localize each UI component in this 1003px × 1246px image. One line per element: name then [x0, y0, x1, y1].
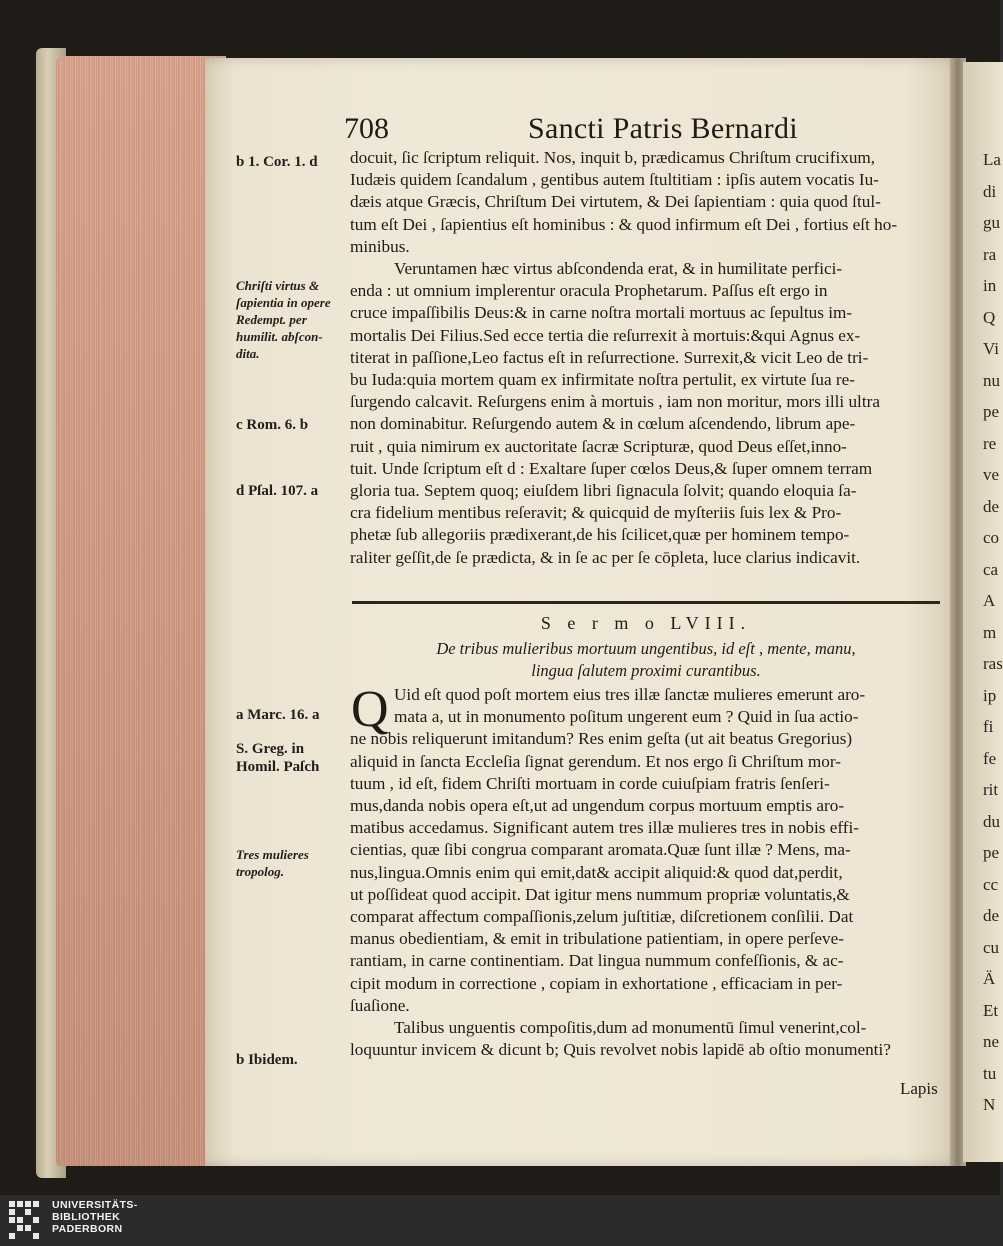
body-text-bottom: [350, 681, 942, 1061]
text-line: rantiam, in carne continentiam. Dat lingua nummum confeſſionis, & ac-: [350, 951, 844, 971]
text-line: phetæ ſub allegoriis prædixerant,de his ſcilicet,quæ per hominem tempo-: [350, 525, 850, 545]
logo-square: [33, 1201, 39, 1207]
text-line: Veruntamen hæc virtus abſcondenda erat, & in humilitate perfici-: [394, 259, 843, 279]
right-page-fragment: pe: [983, 402, 1000, 421]
margin-note: Chriſti virtus & ſapientia in opere Redempt. per humilit. abſcon- dita.: [236, 278, 331, 361]
footer-line: UNIVERSITÄTS-: [52, 1199, 138, 1211]
logo-square: [9, 1209, 15, 1215]
text-line: bu Iuda:quia mortem quam ex infirmitate noſtra pertulit, ex virtute ſua re-: [350, 370, 855, 390]
logo-square: [17, 1201, 23, 1207]
text-line: cipit modum in correctione , copiam in exhortatione , efficaciam in per-: [350, 973, 843, 993]
text-line: mata a, ut in monumento poſitum ungerent eum ? Quid in ſua actio-: [394, 707, 859, 727]
catchword: Lapis: [900, 1079, 938, 1098]
page-edges: [56, 56, 226, 1166]
logo-square: [25, 1225, 31, 1231]
logo-square: [9, 1201, 15, 1207]
right-page-fragment: gu: [983, 213, 1000, 232]
right-page-fragment: re: [983, 433, 997, 453]
right-page-fragment: ip: [983, 685, 997, 705]
margin-note: b 1. Cor. 1. d: [236, 154, 318, 170]
footer-line: BIBLIOTHEK: [52, 1211, 121, 1223]
text-line: dæis atque Græcis, Chriſtum Dei virtutem, & Dei ſapientiam : quia quod ſtul-: [350, 192, 881, 212]
text-line: tum eſt Dei , ſapientius eſt hominibus : & quod infirmum eſt Dei , fortius eſt ho-: [350, 214, 898, 234]
text-line: manus obedientiam, & emit in tribulatione patientiam, in opere perſeve-: [350, 929, 844, 949]
sermon-subtitle: [350, 638, 942, 682]
right-page-fragment: co: [983, 528, 1000, 547]
text-line: nus,lingua.Omnis enim qui emit,dat& accipit aliquid:& quod dat,perdit,: [350, 862, 843, 882]
margin-note: Tres mulieres tropolog.: [236, 847, 309, 879]
logo-square: [33, 1233, 39, 1239]
running-title: Sancti Patris Bernardi: [528, 112, 798, 145]
logo-square: [25, 1201, 31, 1207]
margin-note: S. Greg. in Homil. Paſch: [236, 741, 320, 775]
right-page-fragment: Vi: [983, 339, 999, 358]
right-page-fragment: cu: [983, 937, 1000, 957]
right-page-fragment: pe: [983, 843, 1000, 862]
text-line: minibus.: [350, 236, 410, 256]
page-number: 708: [344, 112, 389, 145]
text-line: ne nobis reliquerunt imitandum? Res enim geſta (ut ait beatus Gregorius): [350, 729, 853, 749]
right-page-fragment: La: [983, 150, 1001, 169]
right-page-fragment: ve: [983, 465, 1000, 484]
right-page-fragment: Et: [983, 1000, 999, 1020]
text-line: docuit, ſic ſcriptum reliquit. Nos, inquit b, prædicamus Chriſtum crucifixum,: [350, 148, 876, 167]
text-line: enda : ut omnium implerentur oracula Prophetarum. Paſſus eſt ergo in: [350, 281, 828, 301]
text-line: ruit , quia nimirum ex auctoritate ſacræ Scripturæ, quod Deus eſſet,inno-: [350, 436, 847, 456]
text-line: mus,danda nobis opera eſt,ut ad ungendum corpus mortuum emptis aro-: [350, 796, 845, 816]
margin-note: b Ibidem.: [236, 1052, 298, 1068]
right-page-fragment: tu: [983, 1063, 997, 1083]
text-line: ut poſſideat quod accipit. Dat igitur mens nummum propriæ voluntatis,&: [350, 884, 850, 904]
right-page-fragment: rit: [983, 780, 999, 799]
text-line: non dominabitur. Reſurgendo autem & in cœlum aſcendendo, librum ape-: [350, 414, 856, 434]
text-line: gloria tua. Septem quoq; eiuſdem libri ſignacula ſolvit; quando eloquia ſa-: [350, 481, 857, 501]
text-line: cientias, quæ ſibi congrua comparant aromata.Quæ ſunt illæ ? Mens, ma-: [350, 840, 851, 860]
right-page-fragment: A: [983, 591, 996, 610]
sermon-subtitle-line: lingua ſalutem proximi curantibus.: [531, 661, 761, 680]
text-line: Iudæis quidem ſcandalum , gentibus autem ſtultitiam : ipſis autem vocatis Iu-: [350, 170, 879, 190]
right-page: [963, 62, 1003, 1162]
text-line: Uid eſt quod poſt mortem eius tres illæ ſanctæ mulieres emerunt aro-: [394, 685, 866, 704]
right-page-fragment: ra: [983, 244, 997, 264]
right-page-fragment: de: [983, 906, 1000, 925]
right-page-fragment: de: [983, 496, 1000, 516]
right-page-fragment: ras: [983, 654, 1003, 673]
right-page-fragment: ne: [983, 1032, 1000, 1051]
logo-square: [17, 1217, 23, 1223]
footer-line: PADERBORN: [52, 1223, 123, 1235]
margin-note: c Rom. 6. b: [236, 417, 309, 433]
right-page-fragment: ca: [983, 559, 999, 579]
right-page-fragment: Q: [983, 307, 996, 327]
drop-capital: Q: [351, 681, 389, 738]
library-logo-icon: [9, 1201, 43, 1239]
text-line: raliter geſſit,de ſe prædicta, & in ſe ac per ſe cōpleta, luce clarius indicavit.: [350, 547, 861, 567]
text-line: ſurgendo calcavit. Reſurgens enim à mortuis , iam non moritur, mors illi ultra: [350, 392, 880, 412]
right-page-fragment: nu: [983, 370, 1000, 390]
right-page-fragment: du: [983, 811, 1000, 831]
right-page-fragment: fe: [983, 748, 997, 768]
right-page-fragment: in: [983, 276, 997, 295]
logo-square: [9, 1233, 15, 1239]
text-line: tuum , id eſt, fidem Chriſti mortuam in corde cuiuſpiam fratris ſenſeri-: [350, 773, 830, 793]
text-line: cra fidelium mentibus reſeravit; & quicquid de myſteriis ſuis lex & Pro-: [350, 503, 842, 523]
logo-square: [9, 1217, 15, 1223]
body-text-top: [350, 147, 942, 569]
text-line: aliquid in ſancta Eccleſia ſignat gerendum. Et nos ergo ſi Chriſtum mor-: [350, 751, 841, 771]
text-line: cruce impaſſibilis Deus:& in carne noſtra mortali mortuus ac ſepultus im-: [350, 303, 853, 323]
logo-square: [33, 1217, 39, 1223]
logo-square: [25, 1209, 31, 1215]
right-page-fragment: di: [983, 181, 997, 201]
text-line: tuit. Unde ſcriptum eſt d : Exaltare ſuper cœlos Deus,& ſuper omnem terram: [350, 458, 873, 478]
text-line: titerat in paſſione,Leo factus eſt in reſurrectione. Surrexit,& vicit Leo de tri-: [350, 347, 869, 367]
section-rule: [352, 601, 940, 604]
margin-note: d Pſal. 107. a: [236, 483, 319, 499]
sermon-heading: S e r m o LVIII.: [540, 613, 752, 633]
right-page-fragment: Ä: [983, 969, 996, 988]
margin-note: a Marc. 16. a: [236, 707, 320, 723]
right-page-fragment: fi: [983, 717, 994, 736]
right-page-fragment: cc: [983, 874, 999, 894]
text-line: mortalis Dei Filius.Sed ecce tertia die reſurrexit à mortuis:&qui Agnus ex-: [350, 325, 861, 345]
right-page-fragment: N: [983, 1095, 996, 1114]
text-line: Talibus unguentis compoſitis,dum ad monumentū ſimul venerint,col-: [394, 1018, 867, 1038]
text-line: ſuaſione.: [350, 995, 410, 1015]
text-line: matibus accedamus. Significant autem tres illæ mulieres tres in nobis effi-: [350, 818, 859, 838]
right-page-fragment: m: [983, 622, 997, 642]
logo-square: [17, 1225, 23, 1231]
text-line: loquuntur invicem & dicunt b; Quis revolvet nobis lapidē ab oſtio monumenti?: [350, 1040, 891, 1060]
sermon-subtitle-line: De tribus mulieribus mortuum ungentibus, id eſt , mente, manu,: [436, 639, 856, 658]
text-line: comparat affectum compaſſionis,zelum juſtitiæ, diſcretionem conſilii. Dat: [350, 907, 854, 927]
